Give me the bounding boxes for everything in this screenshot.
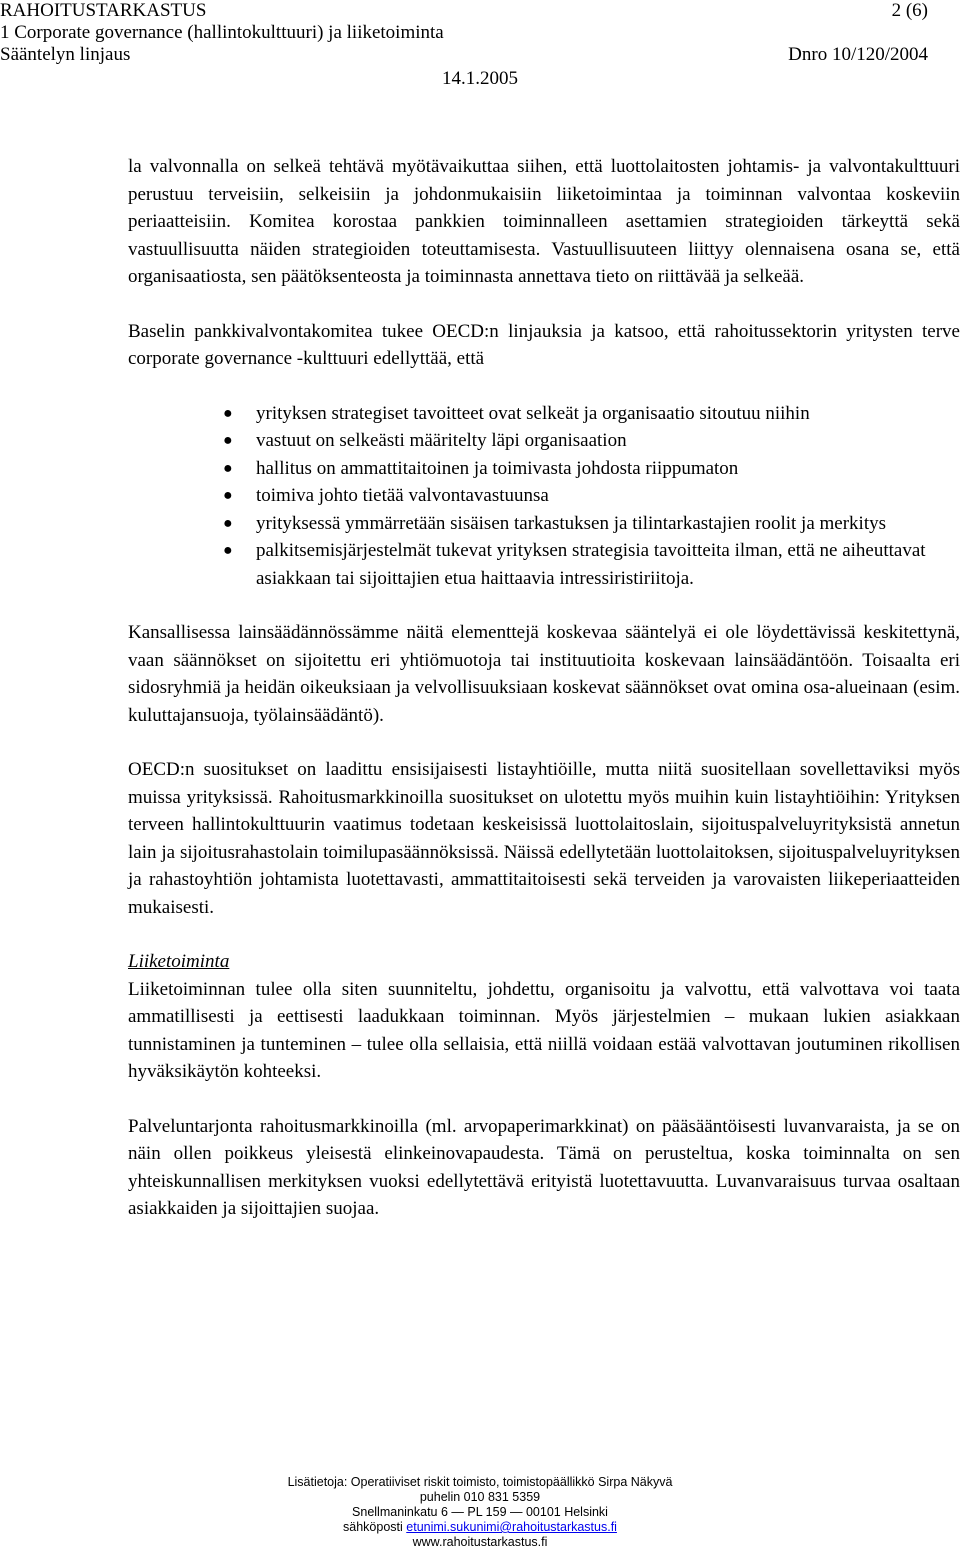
paragraph-2: Baselin pankkivalvontakomitea tukee OECD:n linjauksia ja katsoo, että rahoitussektorin yritysten terve corporate governance -kulttuuri edellyttää, että: [128, 320, 960, 369]
footer-website[interactable]: www.rahoitustarkastus.fi: [412, 1535, 548, 1549]
bullet-icon: ●: [223, 432, 233, 449]
bullet-icon: ●: [223, 404, 233, 422]
footer-contact-info: Lisätietoja: Operatiiviset riskit toimisto, toimistopäällikkö Sirpa Näkyvä: [287, 1475, 673, 1489]
header-date: 14.1.2005: [442, 68, 518, 89]
list-item: ● vastuut on selkeästi määritelty läpi organisaation: [256, 427, 960, 455]
document-body: [128, 153, 960, 1223]
bullet-list: [128, 400, 960, 593]
list-item: ● yrityksen strategiset tavoitteet ovat selkeät ja organisaatio sitoutuu niihin: [256, 400, 960, 428]
header-document-number: Dnro 10/120/2004: [788, 44, 928, 65]
list-item: ● toimiva johto tietää valvontavastuunsa: [256, 482, 960, 510]
list-item: ● hallitus on ammattitaitoinen ja toimivasta johdosta riippumaton: [256, 455, 960, 483]
footer-phone: puhelin 010 831 5359: [419, 1490, 541, 1504]
header-subtitle: 1 Corporate governance (hallintokulttuuri) ja liiketoiminta: [0, 22, 444, 43]
paragraph-6: Palveluntarjonta rahoitusmarkkinoilla (ml. arvopaperimarkkinat) on pääsääntöisesti luvanvaraista, ja se on näin ollen poikkeus yleisestä elinkeinovapaudesta. Tämä on perusteltua, koska toiminnalta on sen yhteiskunnallisen merkityksen vuoksi edellytettävä erityistä luotettavuutta. Luvanvaraisuus turvaa osaltaan asiakkaiden ja sijoittajien suojaa.: [128, 1115, 960, 1219]
bullet-icon: ●: [223, 459, 233, 477]
paragraph-3: Kansallisessa lainsäädännössämme näitä elementtejä koskevaa sääntelyä ei ole löydettävissä keskitettynä, vaan säännökset on sijoitettu eri yhtiömuotoja tai instituutioita koskevaan lainsäädäntöön. Toisaalta eri sidosryhmiä ja heidän oikeuksiaan ja velvollisuuksiaan koskevat säännökset ovat omina osa-alueinaan (esim. kuluttajansuoja, työlainsäädäntö).: [128, 622, 960, 726]
list-item: ● palkitsemisjärjestelmät tukevat yrityksen strategisia tavoitteita ilman, että ne aiheuttavat asiakkaan tai sijoittajien etua haittaavia intressiristiriitoja.: [256, 537, 960, 592]
header-organization: RAHOITUSTARKASTUS: [0, 0, 207, 21]
paragraph-5: Liiketoiminnan tulee olla siten suunniteltu, johdettu, organisoitu ja valvottu, että valvottava voi taata ammatillisesti ja eettisesti laadukkaan toiminnan. Myös järjestelmien – mukaan lukien asiakkaan tunnistaminen ja tunteminen – tulee olla sellaisia, että niillä voidaan estää valvottavan joutuminen rikollisen hyväksikäytön kohteeksi.: [128, 978, 960, 1082]
bullet-icon: ●: [223, 514, 233, 532]
list-item: ● yrityksessä ymmärretään sisäisen tarkastuksen ja tilintarkastajien roolit ja merkitys: [256, 510, 960, 538]
footer-email-line: sähköposti etunimi.sukunimi@rahoitustarkastus.fi: [343, 1520, 617, 1534]
paragraph-4: OECD:n suositukset on laadittu ensisijaisesti listayhtiöille, mutta niitä suositellaan sovellettaviksi myös muissa yrityksissä. Rahoitusmarkkinoilla suositukset on ulotettu myös muihin kuin listayhtiöihin: Yrityksen terveen hallintokulttuurin vaatimus todetaan keskeisissä luottolaitoslain, sijoituspalveluyrityksistä annetun lain ja sijoitusrahastolain toimilupasäännöksissä. Näissä edellytetään luottolaitoksen, sijoituspalveluyrityksen ja rahastoyhtiön johtamista luotettavasti, ammattitaitoisesti sekä terveiden ja varovaisten liikeperiaatteiden mukaisesti.: [128, 759, 960, 918]
bullet-icon: ●: [223, 542, 233, 559]
header-page-number: 2 (6): [891, 0, 928, 21]
section-heading-liiketoiminta: Liiketoiminta: [128, 951, 230, 972]
header-section: Sääntelyn linjaus: [0, 44, 131, 65]
paragraph-1: la valvonnalla on selkeä tehtävä myötävaikuttaa siihen, että luottolaitosten johtamis- ja valvontakulttuuri perustuu terveisiin, selkeisiin ja johdonmukaisiin liiketoimintaa ja toiminnan valvontaa koskeviin periaatteisiin. Komitea korostaa pankkien toiminnalleen asettamien strategioiden tärkeyttä sekä vastuullisuutta näiden strategioiden toteuttamisesta. Vastuullisuuteen liittyy olennaisena osana se, että organisaatiosta, sen päätöksenteosta ja toiminnasta annettava tieto on riittävää ja selkeää.: [128, 156, 960, 287]
page-footer: [0, 1475, 960, 1550]
bullet-icon: ●: [223, 487, 233, 504]
footer-address: Snellmaninkatu 6 — PL 159 — 00101 Helsinki: [352, 1505, 608, 1519]
footer-email-link[interactable]: etunimi.sukunimi@rahoitustarkastus.fi: [406, 1520, 617, 1534]
